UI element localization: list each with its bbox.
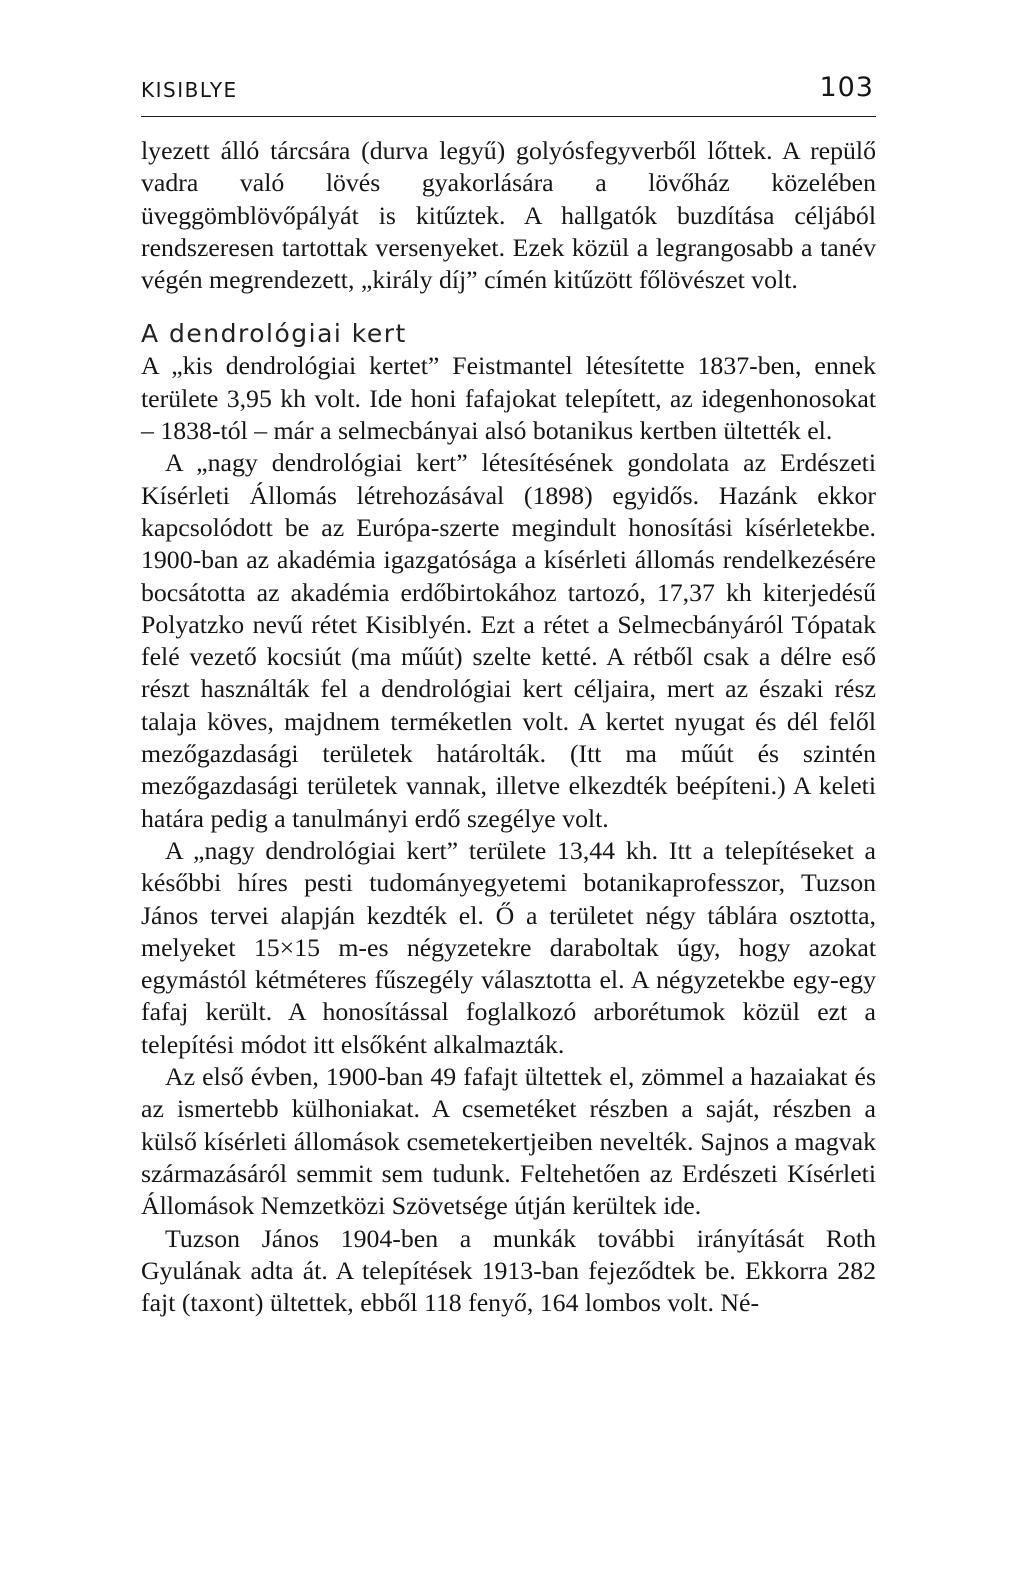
section-heading: A dendrológiai kert	[141, 319, 407, 349]
paragraph-1: A „kis dendrológiai kertet” Feistmantel létesítette 1837-ben, ennek területe 3,95 kh volt. Ide honi fafajokat telepített, az idegenhonosokat – 1838-tól – már a selmecbányai alsó botanikus kertben ültették el.	[141, 351, 876, 446]
book-page	[141, 70, 876, 1319]
body-text	[141, 135, 876, 1319]
intro-paragraph: lyezett álló tárcsára (durva legyű) golyósfegyverből lőttek. A repülő vadra való lövés gyakorlására a lövőház közelében üveggömblövőpályát is kitűztek. A hallgatók buzdítása céljából rendszeresen tartottak versenyeket. Ezek közül a legrangosabb a tanév végén megrendezett, „király díj” címén kitűzött főlövészet volt.	[141, 136, 876, 295]
paragraph-2: A „nagy dendrológiai kert” létesítésének gondolata az Erdészeti Kísérleti Állomás létrehozásával (1898) egyidős. Hazánk ekkor kapcsolódott be az Európa-szerte megindult honosítási kísérletekbe. 1900-ban az akadémia igazgatósága a kísérleti állomás rendelkezésére bocsátotta az akadémia erdőbirtokához tartozó, 17,37 kh kiterjedésű Polyatzko nevű rétet Kisiblyén. Ezt a rétet a Selmecbányáról Tópatak felé vezető kocsiút (ma műút) szelte ketté. A rétből csak a délre eső részt használták fel a dendrológiai kert céljaira, mert az északi rész talaja köves, majdnem terméketlen volt. A kertet nyugat és dél felől mezőgazdasági területek határolták. (Itt ma műút és szintén mezőgazdasági területek vannak, illetve elkezdték beépíteni.) A keleti határa pedig a tanulmányi erdő szegélye volt.	[141, 448, 876, 833]
page-number: 103	[819, 72, 874, 103]
paragraph-4: Az első évben, 1900-ban 49 fafajt ültettek el, zömmel a hazaiakat és az ismertebb külhoniakat. A csemetéket részben a saját, részben a külső kísérleti állomások csemetekertjeiben nevelték. Sajnos a magvak származásáról semmit sem tudunk. Feltehetően az Erdészeti Kísérleti Állomások Nemzetközi Szövetsége útján kerültek ide.	[141, 1062, 876, 1221]
header-rule	[141, 116, 876, 117]
running-title: KISIBLYE	[141, 78, 238, 102]
paragraph-3: A „nagy dendrológiai kert” területe 13,44 kh. Itt a telepítéseket a későbbi híres pesti tudományegyetemi botanikaprofesszor, Tuzson János tervei alapján kezdték el. Ő a területet négy táblára osztotta, melyeket 15×15 m-es négyzetekre daraboltak úgy, hogy azokat egymástól kétméteres fűszegély választotta el. A négyzetekbe egy-egy fafaj került. A honosítással foglalkozó arborétumok közül ezt a telepítési módot itt elsőként alkalmazták.	[141, 835, 876, 1059]
paragraph-5: Tuzson János 1904-ben a munkák további irányítását Roth Gyulának adta át. A telepítések 1913-ban fejeződtek be. Ekkorra 282 fajt (taxont) ültettek, ebből 118 fenyő, 164 lombos volt. Né-	[141, 1223, 876, 1318]
running-header	[141, 70, 876, 116]
